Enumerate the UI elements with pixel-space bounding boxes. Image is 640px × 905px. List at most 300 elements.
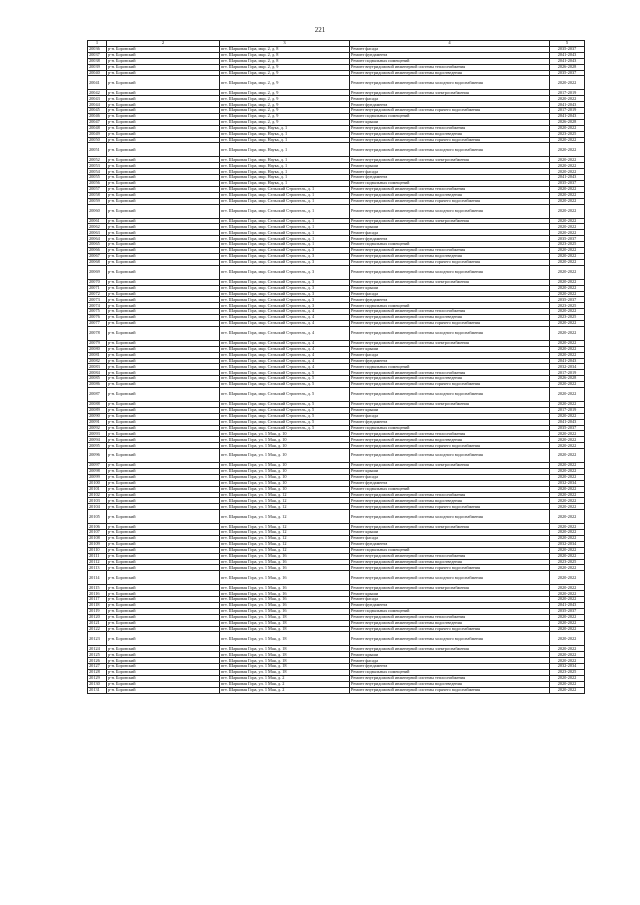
address-cell: пгт. Шарковая Гора, ул. 1 Мая, д. 16	[220, 603, 350, 609]
address-cell: пгт. Шарковая Гора, ул. 1 Мая, д. 12	[220, 547, 350, 553]
work-type-cell: Ремонт внутридомовой инженерной системы горячего водоснабжения	[350, 108, 550, 114]
work-type-cell: Ремонт подвальных помещений	[350, 425, 550, 431]
district-cell: р-н. Боровский	[107, 47, 220, 53]
work-type-cell: Ремонт внутридомовой инженерной системы теплоснабжения	[350, 614, 550, 620]
address-cell: пгт. Шарковая Гора, мкр. 2, д. 9	[220, 114, 350, 120]
district-cell: р-н. Боровский	[107, 632, 220, 646]
row-number: 20069	[88, 265, 107, 279]
period-cell: 2020-2022	[550, 468, 585, 474]
row-number: 20051	[88, 143, 107, 157]
work-type-cell: Ремонт внутридомовой инженерной системы горячего водоснабжения	[350, 626, 550, 632]
district-cell: р-н. Боровский	[107, 137, 220, 143]
work-type-cell: Ремонт фасада	[350, 352, 550, 358]
work-type-cell: Ремонт фасада	[350, 597, 550, 603]
work-type-cell: Ремонт внутридомовой инженерной системы электроснабжения	[350, 279, 550, 285]
address-cell: пгт. Шарковая Гора, мкр. Наука, д. 1	[220, 181, 350, 187]
district-cell: р-н. Боровский	[107, 352, 220, 358]
work-type-cell: Ремонт внутридомовой инженерной системы электроснабжения	[350, 646, 550, 652]
address-cell: пгт. Шарковая Гора, ул. 1 Мая, д. 18	[220, 664, 350, 670]
period-cell: 2020-2022	[550, 218, 585, 224]
row-number: 20084	[88, 370, 107, 376]
row-number: 20066	[88, 248, 107, 254]
district-cell: р-н. Боровский	[107, 498, 220, 504]
district-cell: р-н. Боровский	[107, 431, 220, 437]
period-cell: 2035-2037	[550, 70, 585, 76]
row-number: 20080	[88, 346, 107, 352]
district-cell: р-н. Боровский	[107, 181, 220, 187]
address-cell: пгт. Шарковая Гора, мкр. Сельский Строитель, д. 3	[220, 265, 350, 279]
period-cell: 2020-2022	[550, 346, 585, 352]
column-number-5: 5	[550, 41, 585, 47]
row-number: 20054	[88, 169, 107, 175]
period-cell: 2026-2028	[550, 64, 585, 70]
district-cell: р-н. Боровский	[107, 646, 220, 652]
row-number: 20107	[88, 530, 107, 536]
work-type-cell: Ремонт внутридомовой инженерной системы холодного водоснабжения	[350, 326, 550, 340]
district-cell: р-н. Боровский	[107, 224, 220, 230]
work-type-cell: Ремонт фундамента	[350, 236, 550, 242]
address-cell: пгт. Шарковая Гора, мкр. Сельский Строитель, д. 3	[220, 297, 350, 303]
period-cell: 2032-2034	[550, 364, 585, 370]
work-type-cell: Ремонт внутридомовой инженерной системы теплоснабжения	[350, 248, 550, 254]
period-cell: 2020-2022	[550, 157, 585, 163]
row-number: 20039	[88, 64, 107, 70]
row-number: 20044	[88, 102, 107, 108]
work-type-cell: Ремонт фундамента	[350, 102, 550, 108]
work-type-cell: Ремонт внутридомовой инженерной системы горячего водоснабжения	[350, 320, 550, 326]
district-cell: р-н. Боровский	[107, 297, 220, 303]
district-cell: р-н. Боровский	[107, 591, 220, 597]
row-number: 20061	[88, 218, 107, 224]
row-number: 20053	[88, 163, 107, 169]
work-type-cell: Ремонт внутридомовой инженерной системы водоотведения	[350, 620, 550, 626]
district-cell: р-н. Боровский	[107, 143, 220, 157]
address-cell: пгт. Шарковая Гора, мкр. Сельский Строитель, д. 5	[220, 401, 350, 407]
row-number: 20064	[88, 236, 107, 242]
row-number: 20122	[88, 626, 107, 632]
row-number: 20082	[88, 358, 107, 364]
district-cell: р-н. Боровский	[107, 340, 220, 346]
address-cell: пгт. Шарковая Гора, мкр. 2, д. 9	[220, 102, 350, 108]
period-cell: 2035-2037	[550, 297, 585, 303]
address-cell: пгт. Шарковая Гора, мкр. Сельский Строитель, д. 3	[220, 303, 350, 309]
address-cell: пгт. Шарковая Гора, мкр. Наука, д. 1	[220, 157, 350, 163]
work-type-cell: Ремонт фундамента	[350, 603, 550, 609]
work-type-cell: Ремонт внутридомовой инженерной системы горячего водоснабжения	[350, 565, 550, 571]
address-cell: пгт. Шарковая Гора, мкр. Сельский Строитель, д. 5	[220, 370, 350, 376]
district-cell: р-н. Боровский	[107, 492, 220, 498]
row-number: 20120	[88, 614, 107, 620]
period-cell: 2020-2022	[550, 387, 585, 401]
address-cell: пгт. Шарковая Гора, мкр. Наука, д. 1	[220, 163, 350, 169]
district-cell: р-н. Боровский	[107, 119, 220, 125]
address-cell: пгт. Шарковая Гора, мкр. Наука, д. 1	[220, 137, 350, 143]
address-cell: пгт. Шарковая Гора, ул. 1 Мая, д. 10	[220, 468, 350, 474]
row-number: 20042	[88, 90, 107, 96]
district-cell: р-н. Боровский	[107, 163, 220, 169]
district-cell: р-н. Боровский	[107, 279, 220, 285]
work-type-cell: Ремонт фасада	[350, 474, 550, 480]
district-cell: р-н. Боровский	[107, 320, 220, 326]
district-cell: р-н. Боровский	[107, 463, 220, 469]
work-type-cell: Ремонт внутридомовой инженерной системы холодного водоснабжения	[350, 76, 550, 90]
work-type-cell: Ремонт внутридомовой инженерной системы горячего водоснабжения	[350, 259, 550, 265]
period-cell: 2020-2022	[550, 265, 585, 279]
period-cell: 2035-2037	[550, 608, 585, 614]
address-cell: пгт. Шарковая Гора, мкр. Сельский Строитель, д. 5	[220, 376, 350, 382]
district-cell: р-н. Боровский	[107, 198, 220, 204]
address-cell: пгт. Шарковая Гора, мкр. Сельский Строитель, д. 4	[220, 309, 350, 315]
row-number: 20117	[88, 597, 107, 603]
work-type-cell: Ремонт внутридомовой инженерной системы горячего водоснабжения	[350, 504, 550, 510]
district-cell: р-н. Боровский	[107, 541, 220, 547]
row-number: 20040	[88, 70, 107, 76]
district-cell: р-н. Боровский	[107, 480, 220, 486]
table-row	[88, 510, 585, 524]
address-cell: пгт. Шарковая Гора, ул. 1 Мая, д. 10	[220, 449, 350, 463]
address-cell: пгт. Шарковая Гора, ул. 1 Мая, д. 10	[220, 463, 350, 469]
address-cell: пгт. Шарковая Гора, мкр. Сельский Строитель, д. 5	[220, 419, 350, 425]
address-cell: пгт. Шарковая Гора, мкр. Сельский Строитель, д. 4	[220, 326, 350, 340]
row-number: 20075	[88, 309, 107, 315]
row-number: 20077	[88, 320, 107, 326]
work-type-cell: Ремонт внутридомовой инженерной системы горячего водоснабжения	[350, 137, 550, 143]
row-number: 20055	[88, 175, 107, 181]
district-cell: р-н. Боровский	[107, 253, 220, 259]
table-row	[88, 326, 585, 340]
period-cell: 2020-2022	[550, 681, 585, 687]
district-cell: р-н. Боровский	[107, 114, 220, 120]
table-row	[88, 204, 585, 218]
row-number: 20110	[88, 547, 107, 553]
row-number: 20096	[88, 449, 107, 463]
address-cell: пгт. Шарковая Гора, ул. 1 Мая, д. 18	[220, 626, 350, 632]
work-type-cell: Ремонт фундамента	[350, 297, 550, 303]
district-cell: р-н. Боровский	[107, 620, 220, 626]
work-type-cell: Ремонт внутридомовой инженерной системы холодного водоснабжения	[350, 571, 550, 585]
row-number: 20047	[88, 119, 107, 125]
period-cell: 2026-2028	[550, 119, 585, 125]
row-number: 20083	[88, 364, 107, 370]
address-cell: пгт. Шарковая Гора, мкр. Сельский Строитель, д. 1	[220, 224, 350, 230]
period-cell: 2020-2022	[550, 192, 585, 198]
period-cell: 2020-2022	[550, 125, 585, 131]
address-cell: пгт. Шарковая Гора, ул. 1 Мая, д. 16	[220, 591, 350, 597]
work-type-cell: Ремонт фасада	[350, 169, 550, 175]
district-cell: р-н. Боровский	[107, 248, 220, 254]
row-number: 20099	[88, 474, 107, 480]
row-number: 20078	[88, 326, 107, 340]
district-cell: р-н. Боровский	[107, 675, 220, 681]
row-number: 20037	[88, 52, 107, 58]
address-cell: пгт. Шарковая Гора, мкр. Сельский Строитель, д. 4	[220, 320, 350, 326]
period-cell: 2041-2043	[550, 175, 585, 181]
address-cell: пгт. Шарковая Гора, мкр. Сельский Строитель, д. 5	[220, 407, 350, 413]
table-row	[88, 265, 585, 279]
work-type-cell: Ремонт внутридомовой инженерной системы водоотведения	[350, 253, 550, 259]
row-number: 20068	[88, 259, 107, 265]
period-cell: 2017-2019	[550, 90, 585, 96]
district-cell: р-н. Боровский	[107, 291, 220, 297]
district-cell: р-н. Боровский	[107, 670, 220, 676]
period-cell: 2020-2022	[550, 614, 585, 620]
period-cell: 2023-2025	[550, 242, 585, 248]
address-cell: пгт. Шарковая Гора, мкр. Сельский Строитель, д. 1	[220, 236, 350, 242]
row-number: 20106	[88, 524, 107, 530]
district-cell: р-н. Боровский	[107, 64, 220, 70]
period-cell: 2035-2037	[550, 236, 585, 242]
work-type-cell: Ремонт внутридомовой инженерной системы электроснабжения	[350, 218, 550, 224]
address-cell: пгт. Шарковая Гора, мкр. Сельский Строитель, д. 3	[220, 259, 350, 265]
address-cell: пгт. Шарковая Гора, мкр. Сельский Строитель, д. 3	[220, 253, 350, 259]
district-cell: р-н. Боровский	[107, 285, 220, 291]
period-cell: 2020-2022	[550, 632, 585, 646]
column-number-2: 2	[107, 41, 220, 47]
address-cell: пгт. Шарковая Гора, мкр. Сельский Строитель, д. 3	[220, 291, 350, 297]
district-cell: р-н. Боровский	[107, 204, 220, 218]
address-cell: пгт. Шарковая Гора, ул. 1 Мая, д. 2	[220, 675, 350, 681]
period-cell: 2020-2022	[550, 687, 585, 693]
work-type-cell: Ремонт фасада	[350, 96, 550, 102]
row-number: 20115	[88, 585, 107, 591]
period-cell: 2020-2022	[550, 169, 585, 175]
address-cell: пгт. Шарковая Гора, ул. 1 Мая, д. 18	[220, 614, 350, 620]
district-cell: р-н. Боровский	[107, 510, 220, 524]
work-type-cell: Ремонт подвальных помещений	[350, 242, 550, 248]
district-cell: р-н. Боровский	[107, 96, 220, 102]
period-cell: 2020-2022	[550, 498, 585, 504]
work-type-cell: Ремонт фундамента	[350, 175, 550, 181]
row-number: 20125	[88, 652, 107, 658]
period-cell: 2035-2037	[550, 47, 585, 53]
row-number: 20092	[88, 425, 107, 431]
address-cell: пгт. Шарковая Гора, ул. 1 Мая, д. 12	[220, 492, 350, 498]
row-number: 20090	[88, 413, 107, 419]
row-number: 20058	[88, 192, 107, 198]
work-type-cell: Ремонт крыши	[350, 346, 550, 352]
period-cell: 2020-2022	[550, 413, 585, 419]
work-type-cell: Ремонт внутридомовой инженерной системы водоотведения	[350, 131, 550, 137]
work-type-cell: Ремонт крыши	[350, 407, 550, 413]
work-type-cell: Ремонт внутридомовой инженерной системы теплоснабжения	[350, 370, 550, 376]
work-type-cell: Ремонт подвальных помещений	[350, 181, 550, 187]
row-number: 20114	[88, 571, 107, 585]
work-type-cell: Ремонт внутридомовой инженерной системы холодного водоснабжения	[350, 510, 550, 524]
address-cell: пгт. Шарковая Гора, мкр. Наука, д. 1	[220, 143, 350, 157]
address-cell: пгт. Шарковая Гора, мкр. Сельский Строитель, д. 4	[220, 340, 350, 346]
period-cell: 2020-2022	[550, 510, 585, 524]
address-cell: пгт. Шарковая Гора, ул. 1 Мая, д. 12	[220, 498, 350, 504]
address-cell: пгт. Шарковая Гора, мкр. Наука, д. 1	[220, 131, 350, 137]
address-cell: пгт. Шарковая Гора, мкр. 2, д. 9	[220, 64, 350, 70]
work-type-cell: Ремонт крыши	[350, 119, 550, 125]
address-cell: пгт. Шарковая Гора, ул. 1 Мая, д. 18	[220, 632, 350, 646]
period-cell: 2020-2022	[550, 571, 585, 585]
work-type-cell: Ремонт внутридомовой инженерной системы электроснабжения	[350, 90, 550, 96]
work-type-cell: Ремонт фундамента	[350, 664, 550, 670]
address-cell: пгт. Шарковая Гора, мкр. Наука, д. 1	[220, 169, 350, 175]
district-cell: р-н. Боровский	[107, 387, 220, 401]
period-cell: 2020-2022	[550, 320, 585, 326]
address-cell: пгт. Шарковая Гора, мкр. Сельский Строитель, д. 4	[220, 364, 350, 370]
row-number: 20060	[88, 204, 107, 218]
address-cell: пгт. Шарковая Гора, мкр. Сельский Строитель, д. 3	[220, 248, 350, 254]
district-cell: р-н. Боровский	[107, 449, 220, 463]
work-type-cell: Ремонт подвальных помещений	[350, 303, 550, 309]
address-cell: пгт. Шарковая Гора, ул. 1 Мая, д. 10	[220, 431, 350, 437]
capital-repair-table	[87, 40, 585, 694]
row-number: 20057	[88, 186, 107, 192]
district-cell: р-н. Боровский	[107, 70, 220, 76]
district-cell: р-н. Боровский	[107, 597, 220, 603]
work-type-cell: Ремонт фасада	[350, 658, 550, 664]
work-type-cell: Ремонт внутридомовой инженерной системы водоотведения	[350, 681, 550, 687]
work-type-cell: Ремонт внутридомовой инженерной системы холодного водоснабжения	[350, 449, 550, 463]
work-type-cell: Ремонт внутридомовой инженерной системы горячего водоснабжения	[350, 687, 550, 693]
address-cell: пгт. Шарковая Гора, ул. 1 Мая, д. 2	[220, 687, 350, 693]
district-cell: р-н. Боровский	[107, 571, 220, 585]
work-type-cell: Ремонт внутридомовой инженерной системы теплоснабжения	[350, 186, 550, 192]
district-cell: р-н. Боровский	[107, 315, 220, 321]
district-cell: р-н. Боровский	[107, 437, 220, 443]
work-type-cell: Ремонт внутридомовой инженерной системы холодного водоснабжения	[350, 143, 550, 157]
row-number: 20109	[88, 541, 107, 547]
address-cell: пгт. Шарковая Гора, мкр. Сельский Строитель, д. 1	[220, 230, 350, 236]
work-type-cell: Ремонт внутридомовой инженерной системы водоотведения	[350, 498, 550, 504]
period-cell: 2032-2034	[550, 664, 585, 670]
address-cell: пгт. Шарковая Гора, ул. 1 Мая, д. 12	[220, 530, 350, 536]
row-number: 20131	[88, 687, 107, 693]
work-type-cell: Ремонт внутридомовой инженерной системы горячего водоснабжения	[350, 382, 550, 388]
work-type-cell: Ремонт внутридомовой инженерной системы теплоснабжения	[350, 309, 550, 315]
address-cell: пгт. Шарковая Гора, мкр. Сельский Строитель, д. 1	[220, 242, 350, 248]
row-number: 20128	[88, 670, 107, 676]
table-row	[88, 143, 585, 157]
work-type-cell: Ремонт внутридомовой инженерной системы электроснабжения	[350, 157, 550, 163]
district-cell: р-н. Боровский	[107, 125, 220, 131]
district-cell: р-н. Боровский	[107, 382, 220, 388]
district-cell: р-н. Боровский	[107, 326, 220, 340]
address-cell: пгт. Шарковая Гора, ул. 1 Мая, д. 12	[220, 536, 350, 542]
row-number: 20056	[88, 181, 107, 187]
address-cell: пгт. Шарковая Гора, мкр. Сельский Строитель, д. 4	[220, 358, 350, 364]
district-cell: р-н. Боровский	[107, 530, 220, 536]
district-cell: р-н. Боровский	[107, 486, 220, 492]
work-type-cell: Ремонт внутридомовой инженерной системы холодного водоснабжения	[350, 387, 550, 401]
work-type-cell: Ремонт внутридомовой инженерной системы теплоснабжения	[350, 64, 550, 70]
period-cell: 2023-2025	[550, 303, 585, 309]
period-cell: 2020-2022	[550, 536, 585, 542]
period-cell: 2023-2025	[550, 131, 585, 137]
period-cell: 2041-2043	[550, 102, 585, 108]
work-type-cell: Ремонт фасада	[350, 230, 550, 236]
page-number: 221	[314, 26, 326, 34]
work-type-cell: Ремонт подвальных помещений	[350, 114, 550, 120]
row-number: 20072	[88, 291, 107, 297]
district-cell: р-н. Боровский	[107, 553, 220, 559]
district-cell: р-н. Боровский	[107, 536, 220, 542]
work-type-cell: Ремонт подвальных помещений	[350, 364, 550, 370]
district-cell: р-н. Боровский	[107, 52, 220, 58]
row-number: 20076	[88, 315, 107, 321]
district-cell: р-н. Боровский	[107, 309, 220, 315]
address-cell: пгт. Шарковая Гора, мкр. Сельский Строитель, д. 5	[220, 382, 350, 388]
row-number: 20036	[88, 47, 107, 53]
district-cell: р-н. Боровский	[107, 131, 220, 137]
work-type-cell: Ремонт внутридомовой инженерной системы электроснабжения	[350, 463, 550, 469]
row-number: 20121	[88, 620, 107, 626]
address-cell: пгт. Шарковая Гора, ул. 1 Мая, д. 18	[220, 620, 350, 626]
address-cell: пгт. Шарковая Гора, ул. 1 Мая, д. 12	[220, 524, 350, 530]
column-number-4: 4	[350, 41, 550, 47]
work-type-cell: Ремонт внутридомовой инженерной системы электроснабжения	[350, 585, 550, 591]
period-cell: 2020-2022	[550, 504, 585, 510]
address-cell: пгт. Шарковая Гора, ул. 1 Мая, д. 10	[220, 486, 350, 492]
work-type-cell: Ремонт фундамента	[350, 480, 550, 486]
row-number: 20081	[88, 352, 107, 358]
address-cell: пгт. Шарковая Гора, мкр. 2, д. 9	[220, 108, 350, 114]
district-cell: р-н. Боровский	[107, 603, 220, 609]
row-number: 20079	[88, 340, 107, 346]
period-cell: 2020-2022	[550, 565, 585, 571]
address-cell: пгт. Шарковая Гора, ул. 1 Мая, д. 10	[220, 443, 350, 449]
district-cell: р-н. Боровский	[107, 230, 220, 236]
address-cell: пгт. Шарковая Гора, ул. 1 Мая, д. 16	[220, 553, 350, 559]
period-cell: 2020-2022	[550, 626, 585, 632]
row-number: 20089	[88, 407, 107, 413]
period-cell: 2041-2043	[550, 58, 585, 64]
row-number: 20104	[88, 504, 107, 510]
period-cell: 2020-2022	[550, 309, 585, 315]
row-number: 20063	[88, 230, 107, 236]
period-cell: 2026-2028	[550, 376, 585, 382]
address-cell: пгт. Шарковая Гора, мкр. Сельский Строитель, д. 1	[220, 198, 350, 204]
period-cell: 2020-2022	[550, 143, 585, 157]
row-number: 20088	[88, 401, 107, 407]
work-type-cell: Ремонт внутридомовой инженерной системы холодного водоснабжения	[350, 632, 550, 646]
address-cell: пгт. Шарковая Гора, ул. 1 Мая, д. 18	[220, 652, 350, 658]
period-cell: 2041-2043	[550, 114, 585, 120]
row-number: 20126	[88, 658, 107, 664]
period-cell: 2020-2022	[550, 591, 585, 597]
address-cell: пгт. Шарковая Гора, мкр. Сельский Строитель, д. 1	[220, 186, 350, 192]
table-row	[88, 449, 585, 463]
period-cell: 2020-2022	[550, 96, 585, 102]
work-type-cell: Ремонт внутридомовой инженерной системы теплоснабжения	[350, 553, 550, 559]
work-type-cell: Ремонт подвальных помещений	[350, 670, 550, 676]
district-cell: р-н. Боровский	[107, 626, 220, 632]
period-cell: 2020-2022	[550, 186, 585, 192]
period-cell: 2017-2019	[550, 370, 585, 376]
work-type-cell: Ремонт фасада	[350, 47, 550, 53]
row-number: 20073	[88, 297, 107, 303]
period-cell: 2020-2022	[550, 597, 585, 603]
period-cell: 2020-2022	[550, 204, 585, 218]
district-cell: р-н. Боровский	[107, 259, 220, 265]
row-number: 20119	[88, 608, 107, 614]
row-number: 20097	[88, 463, 107, 469]
address-cell: пгт. Шарковая Гора, ул. 1 Мая, д. 12	[220, 510, 350, 524]
row-number: 20101	[88, 486, 107, 492]
period-cell: 2035-2037	[550, 181, 585, 187]
work-type-cell: Ремонт подвальных помещений	[350, 58, 550, 64]
district-cell: р-н. Боровский	[107, 419, 220, 425]
district-cell: р-н. Боровский	[107, 108, 220, 114]
work-type-cell: Ремонт внутридомовой инженерной системы теплоснабжения	[350, 492, 550, 498]
district-cell: р-н. Боровский	[107, 186, 220, 192]
period-cell: 2020-2022	[550, 492, 585, 498]
district-cell: р-н. Боровский	[107, 664, 220, 670]
